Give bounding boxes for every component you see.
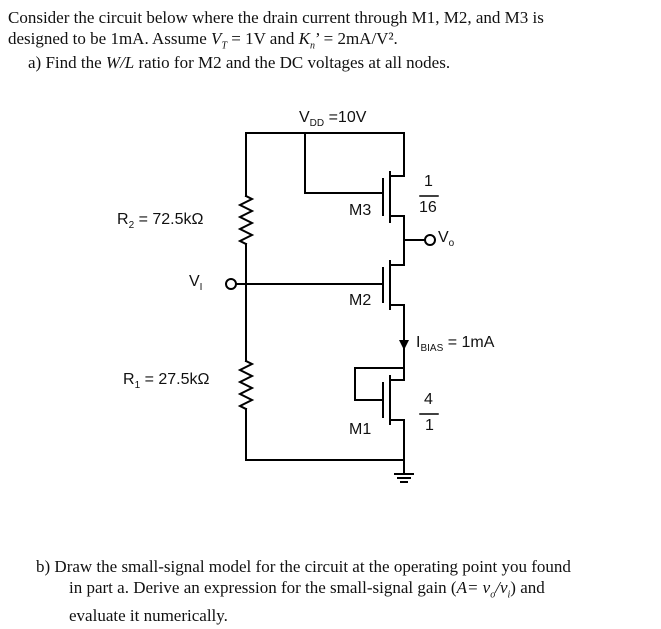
part-a-suffix: ratio for M2 and the DC voltages at all nodes.	[134, 53, 451, 72]
m1-ratio-num: 4	[424, 391, 433, 408]
vdd-value: =10V	[324, 109, 367, 126]
vo-label	[438, 229, 454, 249]
m3-gate-wire	[305, 133, 383, 193]
ibias-arrow	[399, 340, 409, 350]
m3-label: M3	[349, 202, 372, 219]
vi-main: V	[189, 273, 200, 290]
r2-main: R	[117, 211, 129, 228]
part-a-prefix: a) Find the	[28, 53, 106, 72]
part-b-line-2-text: in part a. Derive an expression for the small-signal gain (	[69, 578, 457, 597]
intro-line-2-text: designed to be 1mA. Assume	[8, 29, 212, 48]
kn-symbol: K	[298, 29, 310, 48]
m1-label: M1	[349, 421, 372, 438]
ibias-main: I	[416, 334, 421, 351]
gain-slash: /v	[495, 578, 508, 597]
part-b-line-1: b) Draw the small-signal model for the circuit at the operating point you found	[36, 557, 571, 576]
r2-label	[117, 211, 203, 231]
intro-line-1: Consider the circuit below where the drain current through M1, M2, and M3 is	[8, 8, 544, 27]
m2-label: M2	[349, 292, 372, 309]
vdd-label	[299, 109, 366, 129]
ibias-sub: BIAS	[420, 343, 444, 355]
gain-expr: A= v	[456, 578, 491, 597]
m1-gate-wire	[355, 368, 404, 400]
r1-sub: 1	[134, 380, 141, 392]
r2-value: = 72.5kΩ	[134, 211, 204, 228]
vi-sub: I	[199, 282, 203, 294]
r2-sub: 2	[128, 220, 135, 232]
vt-value: = 1V and	[227, 29, 299, 48]
vt-symbol: V	[211, 29, 222, 48]
vo-sub: o	[448, 238, 455, 250]
r1-label	[123, 371, 209, 391]
vdd-main: V	[299, 109, 310, 126]
m3-ratio-num: 1	[424, 173, 433, 190]
part-b-line-2-end: ) and	[510, 578, 545, 597]
gain-i: i	[507, 589, 511, 601]
vt-subscript: T	[221, 40, 227, 52]
part-a-wl: W/L	[105, 53, 135, 72]
m1-ratio-den: 1	[425, 417, 434, 434]
vi-label	[189, 273, 202, 293]
vi-terminal	[226, 279, 236, 289]
r1-main: R	[123, 371, 135, 388]
vo-terminal	[425, 235, 435, 245]
r1-value: = 27.5kΩ	[140, 371, 210, 388]
r2-resistor	[240, 196, 252, 244]
vdd-sub: DD	[309, 118, 325, 130]
part-b-line-3: evaluate it numerically.	[69, 606, 228, 626]
r1-resistor	[240, 361, 252, 409]
vo-main: V	[438, 229, 449, 246]
ibias-value: = 1mA	[443, 334, 495, 351]
m3-ratio-den: 16	[419, 199, 437, 216]
kn-subscript: n	[309, 40, 315, 52]
kn-value: ’ = 2mA/V².	[314, 29, 398, 48]
ibias-label	[416, 334, 494, 354]
gain-o: o	[490, 589, 496, 601]
